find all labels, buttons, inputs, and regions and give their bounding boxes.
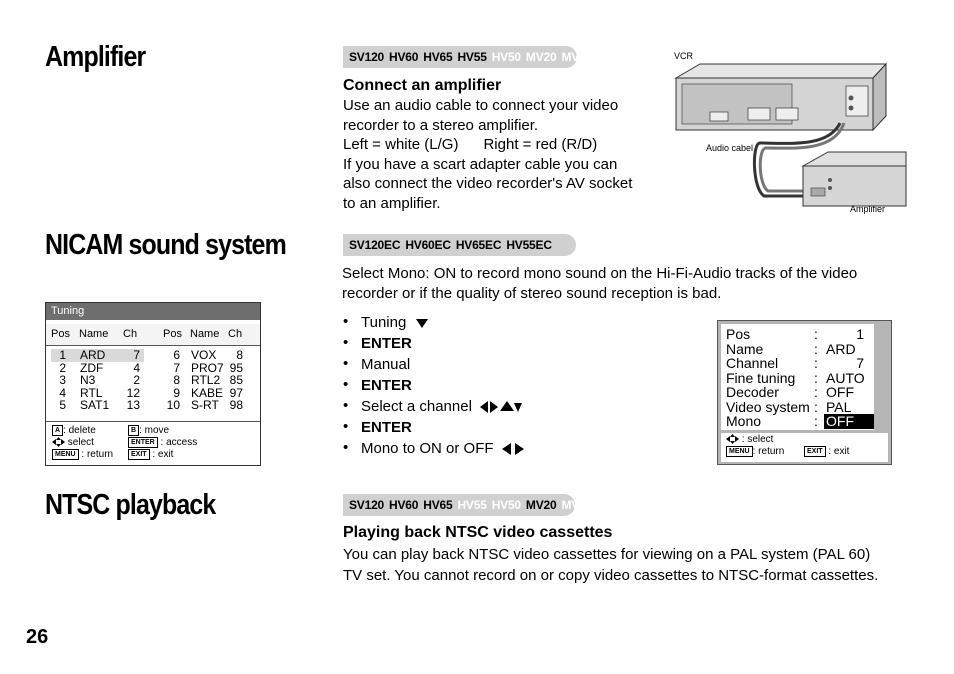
settings-colon: :	[814, 398, 818, 415]
ntsc-line: You can play back NTSC video cassettes for viewing on a PAL system (PAL 60)	[343, 546, 871, 563]
tuning-cell: N3	[80, 373, 96, 388]
tuning-cell: KABE	[191, 385, 224, 400]
tuning-cell: 97	[229, 385, 243, 400]
settings-label: Video system	[726, 398, 810, 415]
settings-panel	[721, 324, 874, 430]
tuning-cell: 12	[126, 385, 140, 400]
move-label: : move	[139, 425, 170, 437]
return-label: : return	[81, 449, 114, 461]
tuning-cell: VOX	[191, 348, 217, 362]
key-menu: MENU	[726, 446, 753, 457]
key-a: A	[52, 425, 63, 436]
settings-label: Mono	[726, 413, 762, 429]
tuning-row	[46, 362, 260, 375]
nicam-title: NICAM sound system	[45, 229, 286, 261]
model-label: HV65	[423, 498, 453, 512]
exit-label: : exit	[152, 449, 174, 461]
tuning-legend	[52, 425, 257, 461]
step-enter: ENTER	[361, 335, 412, 352]
settings-label: Pos	[726, 326, 751, 342]
settings-value: 1	[856, 326, 864, 342]
ntsc-heading: Playing back NTSC video cassettes	[343, 524, 613, 541]
amplifier-label: Amplifier	[850, 204, 886, 214]
four-way-arrows-icon	[480, 401, 522, 413]
model-label: MV15	[561, 498, 593, 512]
key-b: B	[128, 425, 139, 436]
settings-table	[726, 327, 874, 429]
settings-row	[726, 342, 874, 357]
step-enter: ENTER	[361, 377, 412, 394]
model-label: HV55EC	[506, 238, 552, 252]
nicam-intro-line: Select Mono: ON to record mono sound on the Hi-Fi-Audio tracks of the video	[342, 265, 858, 282]
tuning-cell: 8	[236, 348, 243, 362]
model-label: HV50	[491, 498, 521, 512]
amplifier-line: Use an audio cable to connect your video	[343, 97, 619, 114]
tuning-screen-title: Tuning	[46, 303, 260, 320]
four-way-arrows-icon	[52, 437, 65, 447]
tuning-cell: PRO7	[191, 360, 224, 375]
models-nicam	[343, 234, 576, 256]
ntsc-line: TV set. You cannot record on or copy video cassettes to NTSC-format cassettes.	[343, 567, 879, 584]
tuning-rows	[46, 349, 260, 412]
tuning-cell: 95	[229, 360, 243, 375]
channel-settings-screen	[717, 320, 892, 465]
settings-label: Decoder	[726, 384, 779, 400]
model-label: HV60	[389, 50, 419, 64]
settings-colon: :	[814, 369, 818, 386]
tuning-cell: 4	[59, 385, 66, 400]
select-label: select	[67, 437, 94, 448]
tuning-cell: 6	[173, 348, 180, 362]
settings-row	[726, 356, 874, 371]
settings-colon: :	[814, 413, 818, 429]
step-bullet: •	[343, 313, 349, 330]
header-name: Name	[190, 328, 220, 340]
settings-value: ARD	[826, 340, 856, 357]
tuning-cell: 3	[59, 373, 66, 388]
vcr-amplifier-diagram	[668, 48, 908, 218]
tuning-cell: 2	[59, 360, 66, 375]
tuning-header-row	[46, 324, 260, 346]
models-amplifier	[343, 46, 593, 68]
amplifier-line: recorder to a stereo amplifier.	[343, 116, 539, 134]
select-label: : select	[741, 434, 774, 445]
settings-value: 7	[856, 355, 864, 371]
settings-row	[726, 400, 874, 415]
tuning-cell: 9	[173, 385, 180, 400]
page-number: 26	[26, 626, 49, 648]
model-label: HV65EC	[455, 238, 502, 252]
step-bullet: •	[343, 439, 349, 456]
model-label: SV120	[349, 50, 385, 64]
header-pos: Pos	[163, 328, 182, 340]
tuning-cell: ARD	[80, 348, 106, 362]
tuning-cell: 13	[126, 398, 140, 413]
model-label: HV65	[423, 50, 453, 64]
settings-colon: :	[814, 340, 818, 357]
tuning-screen	[45, 302, 261, 466]
step-manual: Manual	[361, 356, 411, 373]
tuning-cell: SAT1	[80, 398, 110, 413]
header-name: Name	[79, 328, 109, 340]
tuning-divider	[46, 421, 260, 422]
tuning-row	[46, 374, 260, 387]
model-label: MV20	[525, 498, 557, 512]
settings-label: Fine tuning	[726, 369, 796, 386]
step-bullet: •	[343, 376, 349, 393]
step-mono: Mono to ON or OFF	[361, 439, 524, 459]
model-label: HV50	[491, 50, 521, 64]
model-label: HV55	[457, 50, 487, 64]
amplifier-title: Amplifier	[45, 41, 146, 73]
amplifier-line: Left = white (L/G) Right = red (R/D)	[343, 136, 598, 153]
settings-value: OFF	[826, 384, 854, 400]
model-label: SV120	[349, 498, 385, 512]
step-bullet: •	[343, 418, 349, 435]
audio-cable-label: Audio cabel	[706, 143, 754, 153]
models-ntsc	[343, 494, 593, 516]
settings-row	[726, 371, 874, 386]
model-label: MV20	[525, 50, 557, 64]
tuning-cell: 4	[133, 360, 140, 375]
settings-row	[726, 327, 874, 342]
tuning-row	[46, 399, 260, 412]
tuning-cell: 7	[133, 348, 140, 362]
model-label: SV120EC	[349, 238, 401, 252]
amplifier-line: If you have a scart adapter cable you can	[343, 155, 618, 173]
key-menu: MENU	[52, 449, 79, 460]
tuning-row	[46, 349, 260, 362]
key-exit: EXIT	[804, 446, 826, 457]
settings-colon: :	[814, 355, 818, 371]
key-enter: ENTER	[128, 437, 158, 448]
amplifier-body	[343, 96, 663, 213]
settings-label: Name	[726, 340, 764, 357]
vcr-label: VCR	[674, 51, 694, 61]
step-enter: ENTER	[361, 419, 412, 436]
model-label: MV15	[561, 50, 593, 64]
settings-value: AUTO	[826, 369, 865, 386]
four-way-arrows-icon	[726, 434, 739, 444]
ntsc-title: NTSC playback	[45, 489, 216, 521]
tuning-cell: 10	[166, 398, 180, 413]
tuning-cell: RTL	[80, 385, 103, 400]
step-tuning: Tuning	[361, 313, 428, 333]
key-exit: EXIT	[128, 449, 150, 460]
tuning-cell: 8	[173, 373, 180, 388]
step-select-channel: Select a channel	[361, 397, 522, 417]
settings-value: PAL	[826, 398, 852, 415]
settings-colon: :	[814, 326, 818, 342]
tuning-row	[46, 387, 260, 400]
nicam-intro-line: recorder or if the quality of stereo sound reception is bad.	[342, 284, 722, 302]
ntsc-body	[343, 544, 943, 586]
header-ch: Ch	[123, 328, 138, 340]
tuning-cell: 2	[133, 373, 140, 388]
tuning-cell: S-RT	[191, 398, 219, 413]
nicam-intro	[342, 264, 932, 303]
settings-row	[726, 414, 874, 429]
settings-legend	[721, 433, 888, 462]
left-right-arrows-icon	[502, 443, 524, 455]
model-label: HV60	[389, 498, 419, 512]
model-label: HV60EC	[405, 238, 451, 252]
settings-label: Channel	[726, 355, 779, 371]
return-label: : return	[752, 446, 785, 458]
header-pos: Pos	[51, 328, 70, 340]
tuning-cell: 7	[173, 360, 180, 375]
tuning-cell: ZDF	[80, 360, 104, 375]
settings-value: OFF	[824, 414, 874, 429]
down-triangle-icon	[416, 319, 428, 328]
step-bullet: •	[343, 355, 349, 372]
delete-label: : delete	[63, 425, 96, 437]
tuning-cell: 5	[59, 398, 66, 413]
header-ch: Ch	[228, 328, 243, 340]
step-bullet: •	[343, 397, 349, 414]
nicam-steps	[343, 313, 643, 463]
tuning-cell: 98	[229, 398, 243, 413]
settings-colon: :	[814, 384, 818, 400]
amplifier-line: also connect the video recorder's AV socket	[343, 175, 633, 192]
tuning-cell: 85	[229, 373, 243, 388]
model-label: HV55	[457, 498, 487, 512]
amplifier-heading: Connect an amplifier	[343, 77, 502, 94]
step-bullet: •	[343, 334, 349, 351]
tuning-cell: RTL2	[191, 373, 221, 388]
access-label: : access	[160, 437, 198, 449]
tuning-cell: 1	[59, 348, 66, 362]
exit-label: : exit	[828, 446, 850, 458]
settings-row	[726, 385, 874, 400]
amplifier-line: to an amplifier.	[343, 194, 441, 212]
